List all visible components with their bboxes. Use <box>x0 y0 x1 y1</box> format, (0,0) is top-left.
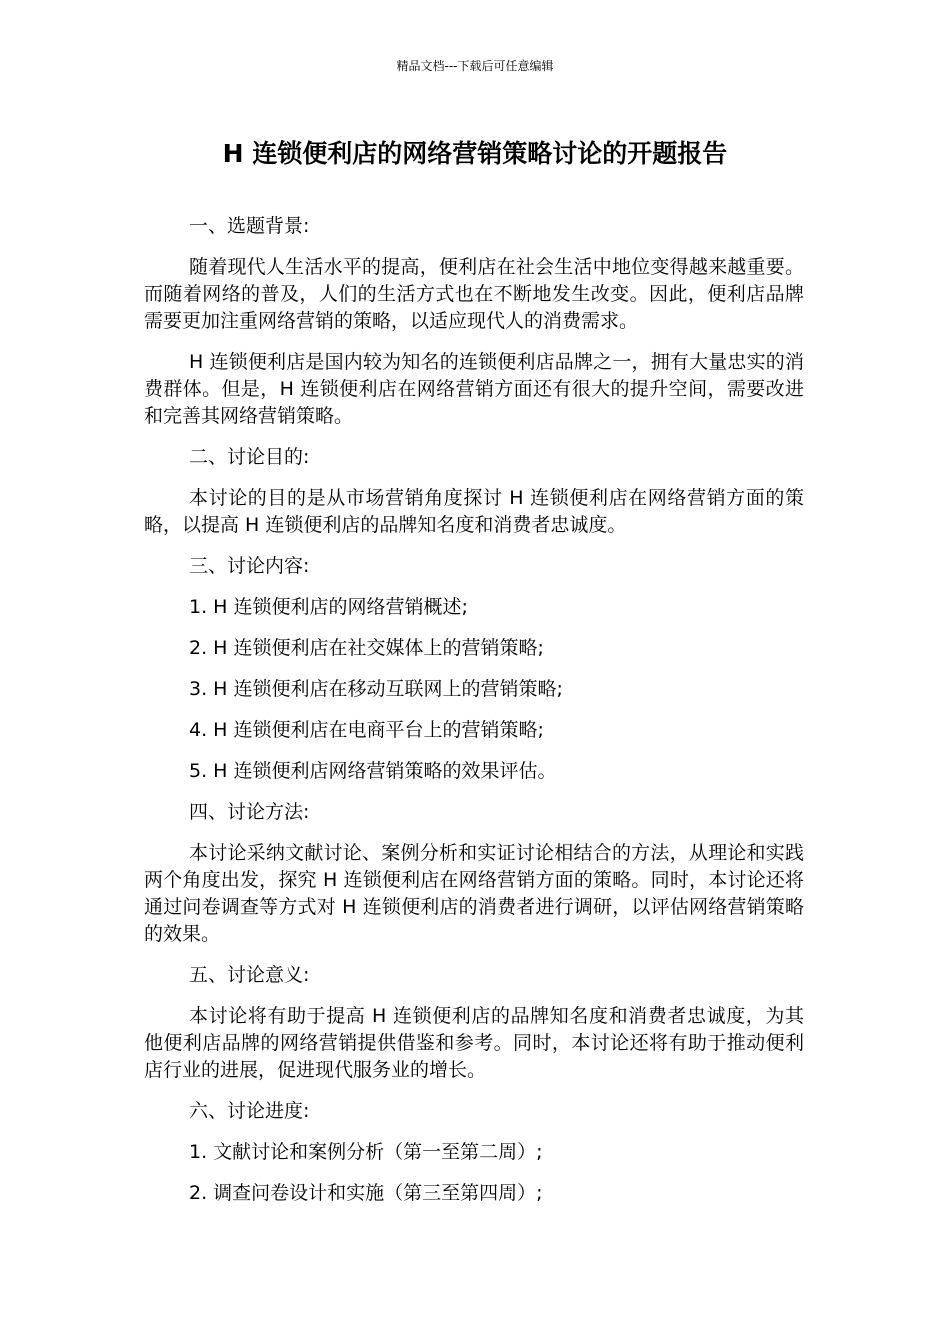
section-heading-schedule: 六、讨论进度: <box>189 1100 310 1122</box>
content-list-item-1: 1. H 连锁便利店的网络营销概述; <box>189 596 468 618</box>
document-title: H 连锁便利店的网络营销策略讨论的开题报告 <box>222 139 728 168</box>
schedule-list-item-2: 2. 调查问卷设计和实施（第三至第四周）; <box>189 1182 543 1204</box>
schedule-list-item-1: 1. 文献讨论和案例分析（第一至第二周）; <box>189 1141 543 1163</box>
section-heading-significance: 五、讨论意义: <box>189 964 310 986</box>
section-heading-background: 一、选题背景: <box>189 215 310 237</box>
page-header-note: 精品文档---下载后可任意编辑 <box>396 59 554 73</box>
paragraph-purpose: 本讨论的目的是从市场营销角度探讨 H 连锁便利店在网络营销方面的策略，以提高 H 连锁便利店的品牌知名度和消费者忠诚度。 <box>144 487 804 536</box>
paragraph-significance: 本讨论将有助于提高 H 连锁便利店的品牌知名度和消费者忠诚度，为其他便利店品牌的网络营销提供借鉴和参考。同时，本讨论还将有助于推动便利店行业的进展，促进现代服务业的增长。 <box>144 1005 804 1081</box>
section-heading-content: 三、讨论内容: <box>189 555 310 577</box>
document-body <box>144 213 804 1221</box>
section-heading-purpose: 二、讨论目的: <box>189 446 310 468</box>
content-list-item-3: 3. H 连锁便利店在移动互联网上的营销策略; <box>189 678 563 700</box>
content-list-item-2: 2. H 连锁便利店在社交媒体上的营销策略; <box>189 637 544 659</box>
section-heading-method: 四、讨论方法: <box>189 801 310 823</box>
paragraph-background-2: H 连锁便利店是国内较为知名的连锁便利店品牌之一，拥有大量忠实的消费群体。但是，H 连锁便利店在网络营销方面还有很大的提升空间，需要改进和完善其网络营销策略。 <box>144 351 804 427</box>
content-list-item-5: 5. H 连锁便利店网络营销策略的效果评估。 <box>189 760 557 782</box>
paragraph-background-1: 随着现代人生活水平的提高，便利店在社会生活中地位变得越来越重要。而随着网络的普及，人们的生活方式也在不断地发生改变。因此，便利店品牌需要更加注重网络营销的策略，以适应现代人的消费需求。 <box>144 256 804 332</box>
content-list-item-4: 4. H 连锁便利店在电商平台上的营销策略; <box>189 719 544 741</box>
paragraph-method: 本讨论采纳文献讨论、案例分析和实证讨论相结合的方法，从理论和实践两个角度出发，探究 H 连锁便利店在网络营销方面的策略。同时，本讨论还将通过问卷调查等方式对 H 连锁便利店的消费者进行调研，以评估网络营销策略的效果。 <box>144 842 804 945</box>
